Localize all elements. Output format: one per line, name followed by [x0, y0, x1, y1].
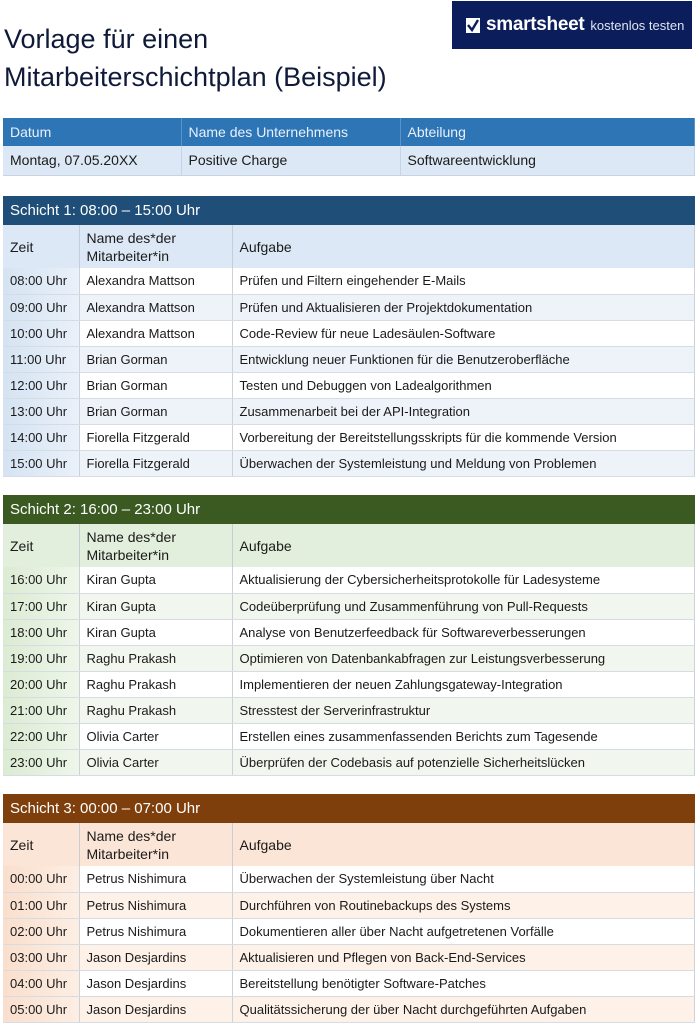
employee-cell[interactable]: Brian Gorman	[79, 398, 232, 424]
task-cell[interactable]: Testen und Debuggen von Ladealgorithmen	[232, 372, 695, 398]
task-cell[interactable]: Aktualisieren und Pflegen von Back-End-Services	[232, 944, 695, 970]
employee-cell[interactable]: Olivia Carter	[79, 723, 232, 749]
time-cell[interactable]: 00:00 Uhr	[3, 866, 79, 892]
time-cell[interactable]: 17:00 Uhr	[3, 593, 79, 619]
time-cell[interactable]: 04:00 Uhr	[3, 970, 79, 996]
table-row	[3, 918, 695, 944]
shift-table-3	[3, 794, 695, 1023]
task-cell[interactable]: Prüfen und Filtern eingehender E-Mails	[232, 268, 695, 294]
time-cell[interactable]: 14:00 Uhr	[3, 424, 79, 450]
table-row	[3, 593, 695, 619]
time-cell[interactable]: 13:00 Uhr	[3, 398, 79, 424]
employee-cell[interactable]: Olivia Carter	[79, 749, 232, 775]
time-cell[interactable]: 20:00 Uhr	[3, 671, 79, 697]
column-header-name: Name des*der Mitarbeiter*in	[79, 524, 232, 567]
time-cell[interactable]: 22:00 Uhr	[3, 723, 79, 749]
info-company[interactable]: Positive Charge	[181, 146, 400, 175]
task-cell[interactable]: Prüfen und Aktualisieren der Projektdokumentation	[232, 294, 695, 320]
employee-cell[interactable]: Brian Gorman	[79, 346, 232, 372]
employee-cell[interactable]: Raghu Prakash	[79, 645, 232, 671]
task-cell[interactable]: Aktualisierung der Cybersicherheitsprotokolle für Ladesysteme	[232, 567, 695, 593]
task-cell[interactable]: Entwicklung neuer Funktionen für die Benutzeroberfläche	[232, 346, 695, 372]
task-cell[interactable]: Zusammenarbeit bei der API-Integration	[232, 398, 695, 424]
employee-cell[interactable]: Petrus Nishimura	[79, 866, 232, 892]
employee-cell[interactable]: Kiran Gupta	[79, 567, 232, 593]
task-cell[interactable]: Code-Review für neue Ladesäulen-Software	[232, 320, 695, 346]
table-row	[3, 450, 695, 476]
time-cell[interactable]: 02:00 Uhr	[3, 918, 79, 944]
table-row	[3, 723, 695, 749]
time-cell[interactable]: 08:00 Uhr	[3, 268, 79, 294]
shift-title: Schicht 2: 16:00 – 23:00 Uhr	[3, 495, 695, 524]
employee-cell[interactable]: Jason Desjardins	[79, 944, 232, 970]
page-title: Vorlage für einen Mitarbeiterschichtplan (Beispiel)	[4, 24, 387, 92]
employee-cell[interactable]: Petrus Nishimura	[79, 918, 232, 944]
column-header-task: Aufgabe	[232, 225, 695, 268]
time-cell[interactable]: 09:00 Uhr	[3, 294, 79, 320]
time-cell[interactable]: 03:00 Uhr	[3, 944, 79, 970]
column-header-time: Zeit	[3, 823, 79, 866]
task-cell[interactable]: Optimieren von Datenbankabfragen zur Leistungsverbesserung	[232, 645, 695, 671]
task-cell[interactable]: Überwachen der Systemleistung und Meldung von Problemen	[232, 450, 695, 476]
time-cell[interactable]: 21:00 Uhr	[3, 697, 79, 723]
column-header-time: Zeit	[3, 524, 79, 567]
employee-cell[interactable]: Jason Desjardins	[79, 996, 232, 1022]
task-cell[interactable]: Vorbereitung der Bereitstellungsskripts für die kommende Version	[232, 424, 695, 450]
shift-table-2	[3, 495, 695, 776]
table-row	[3, 398, 695, 424]
employee-cell[interactable]: Alexandra Mattson	[79, 294, 232, 320]
column-header-task: Aufgabe	[232, 524, 695, 567]
info-table	[3, 118, 695, 176]
task-cell[interactable]: Stresstest der Serverinfrastruktur	[232, 697, 695, 723]
table-row	[3, 892, 695, 918]
time-cell[interactable]: 18:00 Uhr	[3, 619, 79, 645]
table-row	[3, 996, 695, 1022]
task-cell[interactable]: Durchführen von Routinebackups des Systems	[232, 892, 695, 918]
time-cell[interactable]: 19:00 Uhr	[3, 645, 79, 671]
column-header-time: Zeit	[3, 225, 79, 268]
brand-name: smartsheet	[486, 14, 585, 35]
task-cell[interactable]: Codeüberprüfung und Zusammenführung von Pull-Requests	[232, 593, 695, 619]
time-cell[interactable]: 10:00 Uhr	[3, 320, 79, 346]
table-row	[3, 320, 695, 346]
shift-title: Schicht 1: 08:00 – 15:00 Uhr	[3, 196, 695, 225]
table-row	[3, 671, 695, 697]
info-department[interactable]: Softwareentwicklung	[400, 146, 695, 175]
task-cell[interactable]: Dokumentieren aller über Nacht aufgetretenen Vorfälle	[232, 918, 695, 944]
shift-title: Schicht 3: 00:00 – 07:00 Uhr	[3, 794, 695, 823]
table-row	[3, 970, 695, 996]
table-row	[3, 372, 695, 398]
time-cell[interactable]: 12:00 Uhr	[3, 372, 79, 398]
employee-cell[interactable]: Jason Desjardins	[79, 970, 232, 996]
time-cell[interactable]: 16:00 Uhr	[3, 567, 79, 593]
task-cell[interactable]: Überwachen der Systemleistung über Nacht	[232, 866, 695, 892]
table-row	[3, 944, 695, 970]
table-row	[3, 268, 695, 294]
table-row	[3, 866, 695, 892]
column-header-task: Aufgabe	[232, 823, 695, 866]
employee-cell[interactable]: Alexandra Mattson	[79, 320, 232, 346]
shift-table-1	[3, 196, 695, 477]
brand-cta: kostenlos testen	[590, 17, 685, 33]
employee-cell[interactable]: Brian Gorman	[79, 372, 232, 398]
task-cell[interactable]: Implementieren der neuen Zahlungsgateway-Integration	[232, 671, 695, 697]
info-header-company: Name des Unternehmens	[181, 118, 400, 146]
info-header-department: Abteilung	[400, 118, 695, 146]
employee-cell[interactable]: Raghu Prakash	[79, 697, 232, 723]
table-row	[3, 294, 695, 320]
column-header-name: Name des*der Mitarbeiter*in	[79, 225, 232, 268]
time-cell[interactable]: 01:00 Uhr	[3, 892, 79, 918]
time-cell[interactable]: 05:00 Uhr	[3, 996, 79, 1022]
task-cell[interactable]: Bereitstellung benötigter Software-Patches	[232, 970, 695, 996]
employee-cell[interactable]: Fiorella Fitzgerald	[79, 450, 232, 476]
table-row	[3, 346, 695, 372]
info-header-date: Datum	[3, 118, 181, 146]
employee-cell[interactable]: Fiorella Fitzgerald	[79, 424, 232, 450]
checkbox-logo-icon	[466, 18, 480, 33]
table-row	[3, 749, 695, 775]
column-header-name: Name des*der Mitarbeiter*in	[79, 823, 232, 866]
task-cell[interactable]: Überprüfen der Codebasis auf potenzielle Sicherheitslücken	[232, 749, 695, 775]
employee-cell[interactable]: Petrus Nishimura	[79, 892, 232, 918]
task-cell[interactable]: Erstellen eines zusammenfassenden Berichts zum Tagesende	[232, 723, 695, 749]
time-cell[interactable]: 23:00 Uhr	[3, 749, 79, 775]
employee-cell[interactable]: Kiran Gupta	[79, 593, 232, 619]
info-date[interactable]: Montag, 07.05.20XX	[3, 146, 181, 175]
time-cell[interactable]: 11:00 Uhr	[3, 346, 79, 372]
table-row	[3, 645, 695, 671]
table-row	[3, 697, 695, 723]
employee-cell[interactable]: Raghu Prakash	[79, 671, 232, 697]
task-cell[interactable]: Analyse von Benutzerfeedback für Softwareverbesserungen	[232, 619, 695, 645]
table-row	[3, 424, 695, 450]
time-cell[interactable]: 15:00 Uhr	[3, 450, 79, 476]
task-cell[interactable]: Qualitätssicherung der über Nacht durchgeführten Aufgaben	[232, 996, 695, 1022]
employee-cell[interactable]: Kiran Gupta	[79, 619, 232, 645]
table-row	[3, 567, 695, 593]
smartsheet-trial-banner[interactable]	[452, 1, 692, 49]
table-row	[3, 619, 695, 645]
employee-cell[interactable]: Alexandra Mattson	[79, 268, 232, 294]
